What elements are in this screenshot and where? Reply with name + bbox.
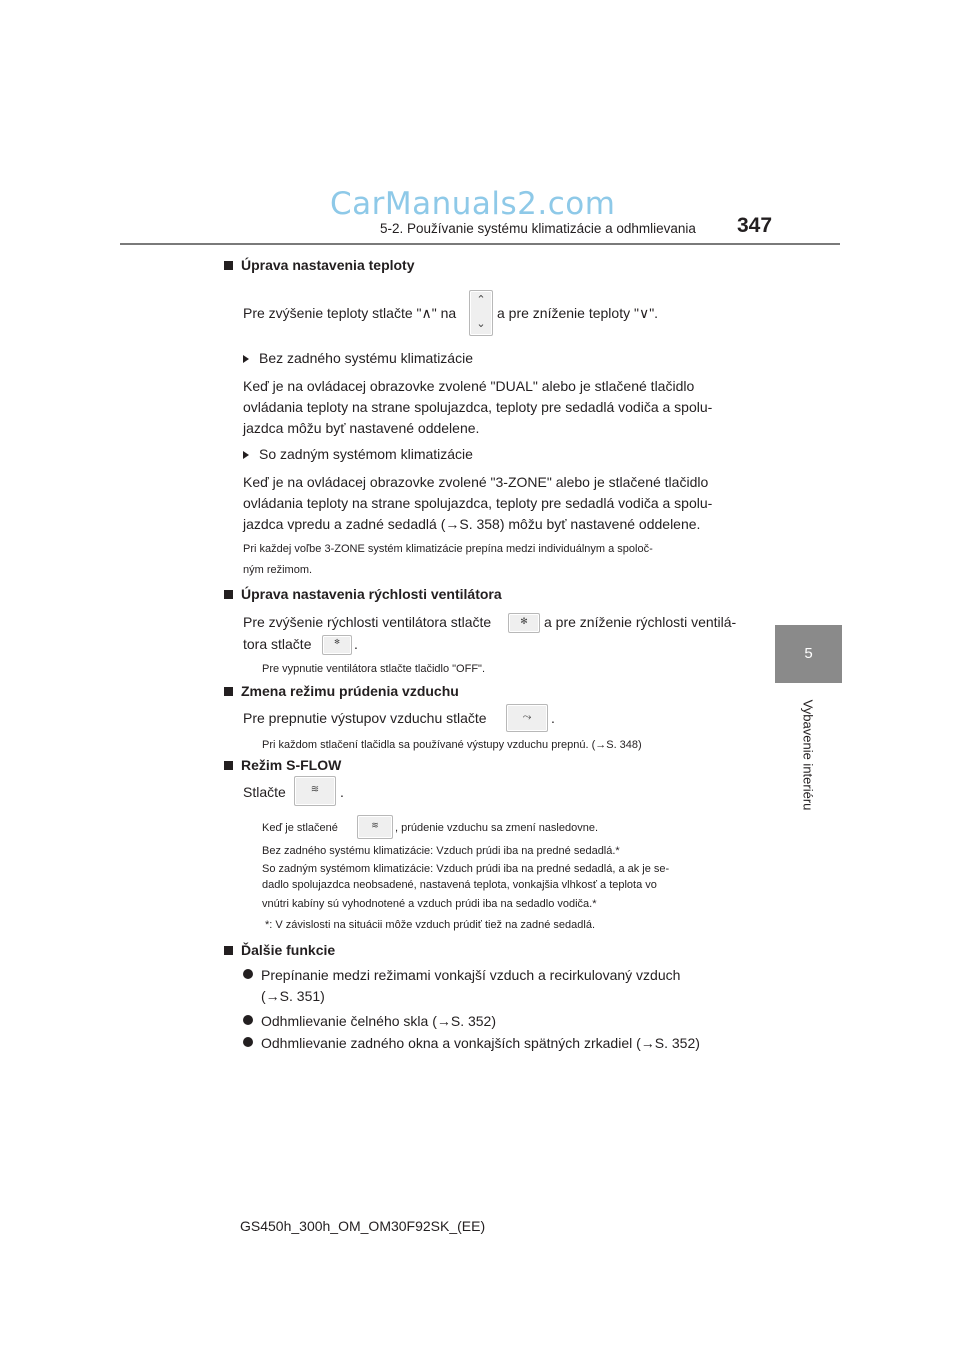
round-bullet-icon bbox=[243, 1015, 253, 1025]
other-item-text: Odhmlievanie čelného skla (→S. 352) bbox=[261, 1013, 497, 1029]
square-bullet-icon bbox=[224, 261, 233, 270]
other-item bbox=[243, 1011, 496, 1032]
round-bullet-icon bbox=[243, 969, 253, 979]
header-divider bbox=[120, 243, 840, 245]
other-item bbox=[243, 1033, 700, 1054]
sflow-note3 bbox=[262, 861, 746, 912]
sflow-icon: ≋ bbox=[310, 784, 320, 795]
fan-note: Pre vypnutie ventilátora stlačte tlačidlo "OFF". bbox=[262, 663, 486, 675]
sflow-note2: Bez zadného systému klimatizácie: Vzduch prúdi iba na predné sedadlá.* bbox=[262, 845, 620, 857]
fan-down-button bbox=[322, 635, 352, 655]
square-bullet-icon bbox=[224, 590, 233, 599]
temp-heading bbox=[224, 257, 415, 273]
temp-para2 bbox=[243, 472, 745, 535]
other-heading-text: Ďalšie funkcie bbox=[241, 942, 336, 958]
temp-up-down-button bbox=[469, 290, 493, 336]
mode-line-a: Pre prepnutie výstupov vzduchu stlačte bbox=[243, 710, 487, 726]
fan-heading bbox=[224, 586, 502, 602]
fan-line2a: tora stlačte bbox=[243, 636, 312, 652]
sflow-note3-line: So zadným systémom klimatizácie: Vzduch prúdi iba na predné sedadlá, a ak je se- bbox=[262, 863, 670, 875]
sflow-icon: ≋ bbox=[371, 820, 379, 830]
triangle-bullet-icon bbox=[243, 451, 249, 459]
temp-sub1-text: Bez zadného systému klimatizácie bbox=[259, 350, 473, 366]
other-heading bbox=[224, 942, 335, 958]
chapter-label-text: Vybavenie interiéru bbox=[800, 699, 816, 811]
chapter-label bbox=[798, 690, 818, 820]
square-bullet-icon bbox=[224, 946, 233, 955]
chapter-tab: 5 bbox=[775, 625, 842, 683]
sflow-button bbox=[294, 776, 336, 806]
temp-note-line: ným režimom. bbox=[243, 564, 313, 576]
sflow-line-b: . bbox=[340, 784, 344, 800]
mode-heading bbox=[224, 683, 459, 699]
fan-up-button bbox=[508, 613, 540, 633]
other-item-text: Prepínanie medzi režimami vonkajší vzduch a recirkulovaný vzduch bbox=[261, 967, 681, 983]
document-code: GS450h_300h_OM_OM30F92SK_(EE) bbox=[240, 1218, 486, 1234]
mode-note: Pri každom stlačení tlačidla sa používané výstupy vzduchu prepnú. (→S. 348) bbox=[262, 739, 642, 751]
chevron-up-icon: ⌃ bbox=[476, 294, 486, 306]
page-number: 347 bbox=[737, 214, 773, 237]
temp-para1-line: ovládania teploty na strane spolujazdca, teploty pre sedadlá vodiča a spolu- bbox=[243, 399, 713, 415]
sflow-heading bbox=[224, 757, 341, 773]
temp-para1 bbox=[243, 376, 745, 439]
sflow-note3-line: vnútri kabíny sú vyhodnotené a vzduch prúdi iba na sedadlo vodiča.* bbox=[262, 898, 597, 910]
temp-para1-line: jazdca môžu byť nastavené oddelene. bbox=[243, 420, 480, 436]
temp-para2-line: jazdca vpredu a zadné sedadlá (→S. 358) môžu byť nastavené oddelene. bbox=[243, 516, 701, 532]
other-item-text: (→S. 351) bbox=[261, 988, 325, 1004]
fan-line1b: a pre zníženie rýchlosti ventilá- bbox=[544, 614, 737, 630]
round-bullet-icon bbox=[243, 1037, 253, 1047]
fan-heading-text: Úprava nastavenia rýchlosti ventilátora bbox=[241, 586, 502, 602]
square-bullet-icon bbox=[224, 761, 233, 770]
temp-para2-line: ovládania teploty na strane spolujazdca, teploty pre sedadlá vodiča a spolu- bbox=[243, 495, 713, 511]
temp-note-line: Pri každej voľbe 3-ZONE systém klimatizácie prepína medzi individuálnym a spoloč- bbox=[243, 543, 653, 555]
sflow-note-b: , prúdenie vzduchu sa zmení nasledovne. bbox=[395, 822, 599, 834]
air-outlet-icon: ⤳ bbox=[522, 711, 532, 723]
temp-heading-text: Úprava nastavenia teploty bbox=[241, 257, 415, 273]
temp-sub2-text: So zadným systémom klimatizácie bbox=[259, 446, 473, 462]
square-bullet-icon bbox=[224, 687, 233, 696]
sflow-note3-line: dadlo spolujazdca neobsadené, nastavená teplota, vonkajšia vlhkosť a teplota vo bbox=[262, 879, 657, 891]
temp-sub2 bbox=[243, 444, 473, 465]
fan-icon: ✻ bbox=[520, 616, 528, 626]
other-item bbox=[243, 965, 680, 1007]
temp-para2-line: Keď je na ovládacej obrazovke zvolené "3-ZONE" alebo je stlačené tlačidlo bbox=[243, 474, 709, 490]
mode-line-b: . bbox=[551, 710, 555, 726]
section-title: 5-2. Používanie systému klimatizácie a odhmlievania bbox=[380, 221, 696, 236]
temp-note bbox=[243, 541, 653, 578]
temp-para1-line: Keď je na ovládacej obrazovke zvolené "DUAL" alebo je stlačené tlačidlo bbox=[243, 378, 695, 394]
watermark: CarManuals2.com bbox=[330, 186, 616, 222]
fan-line1a: Pre zvýšenie rýchlosti ventilátora stlačte bbox=[243, 614, 492, 630]
sflow-line-a: Stlačte bbox=[243, 784, 286, 800]
sflow-footnote: *: V závislosti na situácii môže vzduch prúdiť tiež na zadné sedadlá. bbox=[265, 919, 596, 931]
fan-small-icon: ✻ bbox=[334, 639, 340, 646]
fan-line2b: . bbox=[354, 636, 358, 652]
mode-heading-text: Zmena režimu prúdenia vzduchu bbox=[241, 683, 459, 699]
temp-sub1 bbox=[243, 348, 473, 369]
other-item-text: Odhmlievanie zadného okna a vonkajších spätných zrkadiel (→S. 352) bbox=[261, 1035, 700, 1051]
sflow-heading-text: Režim S-FLOW bbox=[241, 757, 342, 773]
chevron-down-icon: ⌄ bbox=[476, 318, 486, 330]
temp-line-b: a pre zníženie teploty "∨". bbox=[497, 305, 659, 321]
sflow-note-a: Keď je stlačené bbox=[262, 822, 338, 834]
temp-line-a: Pre zvýšenie teploty stlačte "∧" na bbox=[243, 305, 457, 321]
triangle-bullet-icon bbox=[243, 355, 249, 363]
air-mode-button bbox=[506, 704, 548, 732]
sflow-button-inline bbox=[357, 815, 393, 839]
